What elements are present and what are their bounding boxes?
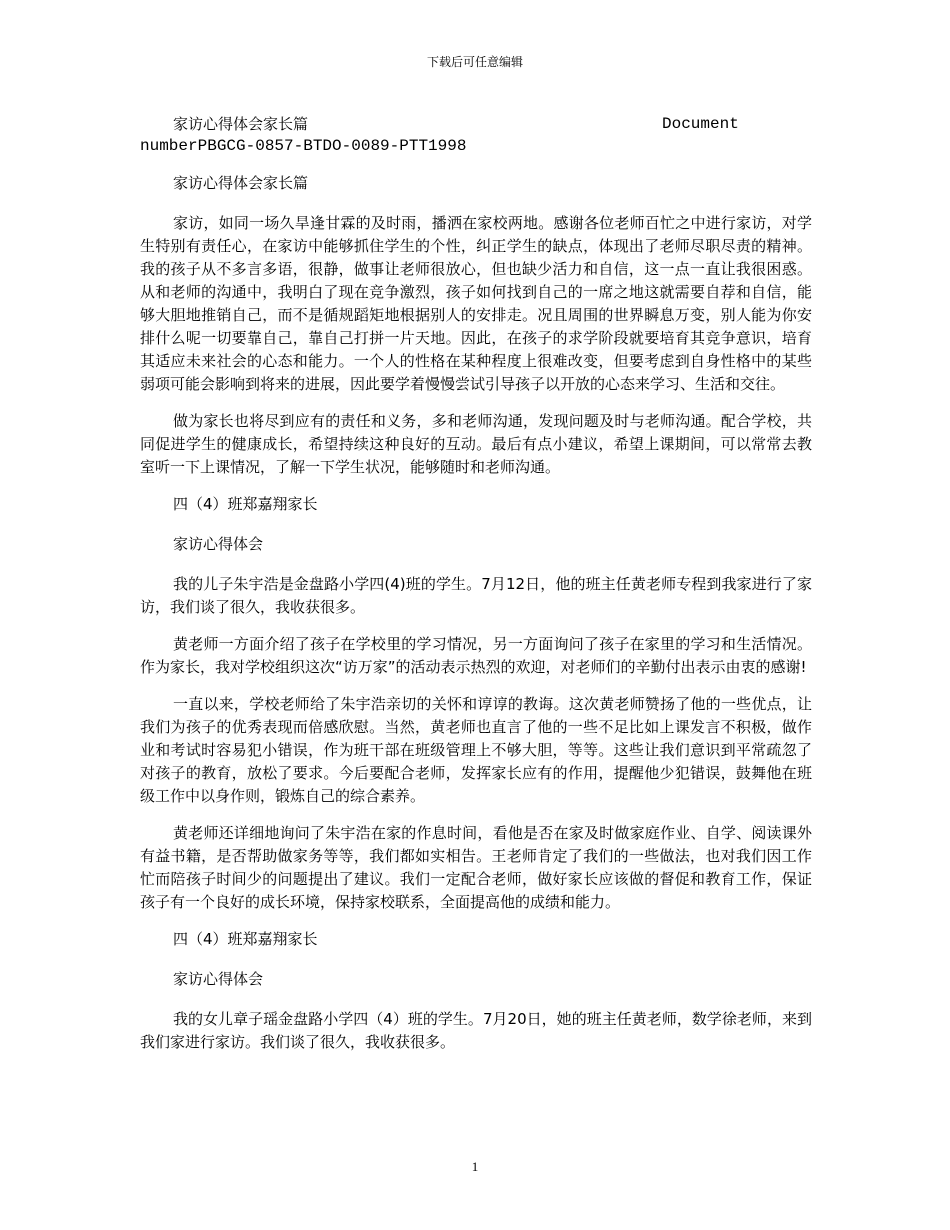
paragraph: 黄老师还详细地询问了朱宇浩在家的作息时间，看他是否在家及时做家庭作业、自学、阅读课外有益书籍，是否帮助做家务等等，我们都如实相告。王老师肯定了我们的一些做法，也对我们因工作忙而陪孩子时间少的问题提出了建议。我们一定配合老师，做好家长应该做的督促和教育工作，保证孩子有一个良好的成长环境，保持家校联系，全面提高他的成绩和能力。 (140, 824, 812, 911)
document-label: Document (662, 115, 739, 133)
section-heading: 家访心得体会 (173, 970, 264, 988)
paragraph: 我的儿子朱宇浩是金盘路小学四(4)班的学生。7月12日，他的班主任黄老师专程到我家进行了家访，我们谈了很久，我收获很多。 (140, 575, 812, 616)
page-number: 1 (471, 1159, 479, 1174)
document-body (140, 113, 812, 1068)
signature-line: 四（4）班郑嘉翔家长 (173, 930, 318, 948)
paragraph: 我的女儿章子瑶金盘路小学四（4）班的学生。7月20日，她的班主任黄老师，数学徐老师，来到我们家进行家访。我们谈了很久，我收获很多。 (140, 1010, 812, 1051)
section-heading: 家访心得体会家长篇 (173, 174, 309, 192)
page-header: 下载后可任意编辑 (426, 55, 523, 69)
title-row (140, 113, 812, 136)
signature-line: 四（4）班郑嘉翔家长 (173, 495, 318, 513)
paragraph: 做为家长也将尽到应有的责任和义务，多和老师沟通，发现问题及时与老师沟通。配合学校，共同促进学生的健康成长，希望持续这种良好的互动。最后有点小建议，希望上课期间，可以常常去教室听一下上课情况，了解一下学生状况，能够随时和老师沟通。 (140, 412, 812, 476)
document-number: numberPBGCG-0857-BTDO-0089-PTT1998 (140, 137, 467, 155)
paragraph: 家访，如同一场久旱逢甘霖的及时雨，播洒在家校两地。感谢各位老师百忙之中进行家访，对学生特别有责任心，在家访中能够抓住学生的个性，纠正学生的缺点，体现出了老师尽职尽责的精神。我的孩子从不多言多语，很静，做事让老师很放心，但也缺少活力和自信，这一点一直让我很困惑。从和老师的沟通中，我明白了现在竞争激烈，孩子如何找到自己的一席之地这就需要自荐和自信，能够大胆地推销自己，而不是循规蹈矩地根据别人的安排走。况且周围的世界瞬息万变，别人能为你安排什么呢一切要靠自己，靠自己打拼一片天地。因此，在孩子的求学阶段就要培育其竞争意识，培育其适应未来社会的心态和能力。一个人的性格在某种程度上很难改变，但要考虑到自身性格中的某些弱项可能会影响到将来的进展，因此要学着慢慢尝试引导孩子以开放的心态来学习、生活和交往。 (140, 214, 812, 393)
paragraph: 一直以来，学校老师给了朱宇浩亲切的关怀和谆谆的教诲。这次黄老师赞扬了他的一些优点，让我们为孩子的优秀表现而倍感欣慰。当然，黄老师也直言了他的一些不足比如上课发言不积极，做作业和考试时容易犯小错误，作为班干部在班级管理上不够大胆，等等。这些让我们意识到平常疏忽了对孩子的教育，放松了要求。今后要配合老师，发挥家长应有的作用，提醒他少犯错误，鼓舞他在班级工作中以身作则，锻炼自己的综合素养。 (140, 695, 812, 805)
document-title: 家访心得体会家长篇 (173, 115, 309, 133)
paragraph: 黄老师一方面介绍了孩子在学校里的学习情况，另一方面询问了孩子在家里的学习和生活情况。作为家长，我对学校组织这次“访万家”的活动表示热烈的欢迎，对老师们的辛勤付出表示由衷的感谢! (140, 635, 812, 676)
section-heading: 家访心得体会 (173, 535, 264, 553)
